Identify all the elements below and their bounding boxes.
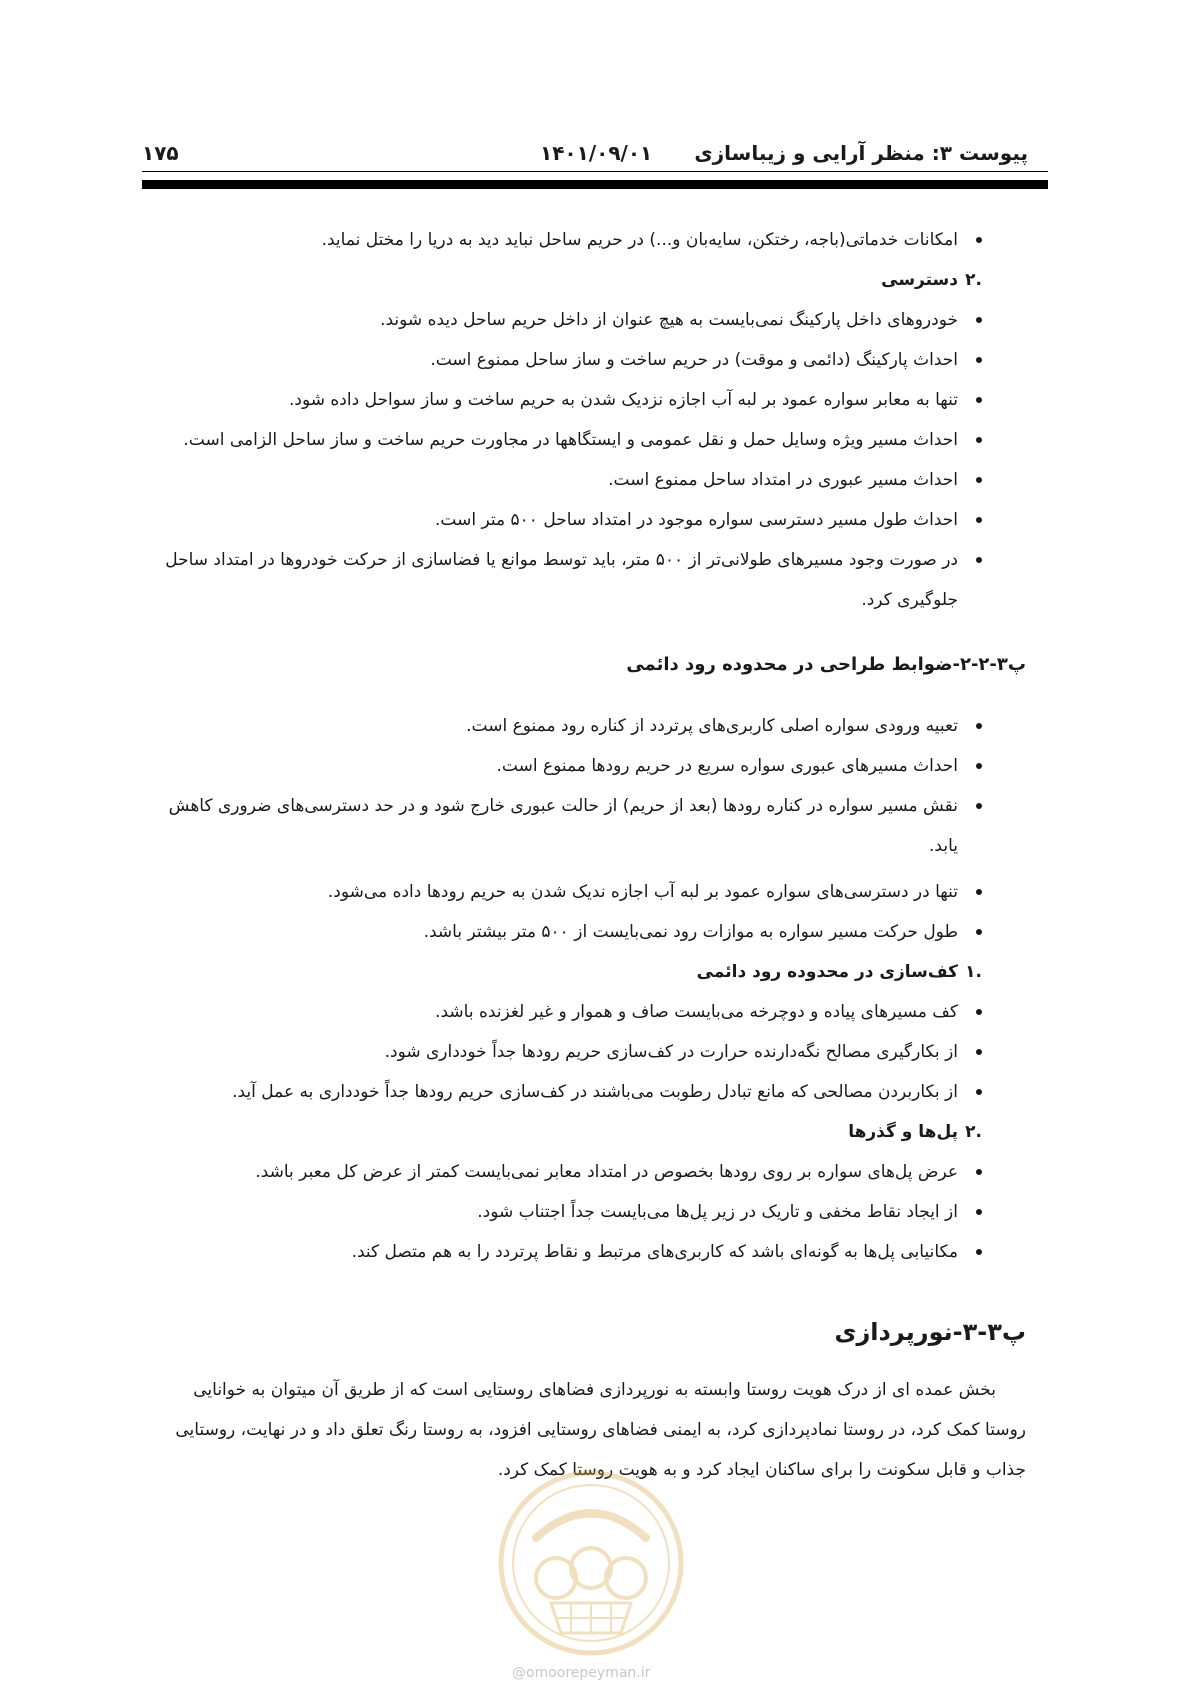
paragraph-line: بخش عمده ای از درک هویت روستا وابسته به نورپردازی فضاهای روستایی است که از طریق آن میتوان به خوانایی — [193, 1380, 996, 1400]
list-item-text: امکانات خدماتی(باجه، رختکن، سایه‌بان و...) در حریم ساحل نباید دید به دریا را مختل نماید. — [321, 230, 958, 250]
list-item-text: از بکارگیری مصالح نگه‌دارنده حرارت در کف‌سازی حریم رودها جداً خودداری شود. — [384, 1042, 958, 1062]
list-item-text: احداث مسیرهای عبوری سواره سریع در حریم رودها ممنوع است. — [496, 756, 958, 776]
bullet-icon — [976, 1169, 982, 1175]
bullet-icon — [976, 397, 982, 403]
subsection-heading: پ۳-۲-۲-ضوابط طراحی در محدوده رود دائمی — [626, 654, 1026, 675]
watermark-seal-logo — [496, 1468, 686, 1658]
list-item-text-continued: یابد. — [929, 836, 958, 856]
list-item-text: خودروهای داخل پارکینگ نمی‌بایست به هیچ عنوان از داخل حریم ساحل دیده شوند. — [380, 310, 958, 330]
numbered-heading-text: کف‌سازی در محدوده رود دائمی — [696, 962, 958, 982]
bullet-icon — [976, 1209, 982, 1215]
list-number: ۲. — [965, 1122, 982, 1142]
bullet-icon — [976, 477, 982, 483]
bullet-icon — [976, 1049, 982, 1055]
list-number: ۲. — [965, 270, 982, 290]
section-heading: پ۳-۳-نورپردازی — [834, 1318, 1026, 1346]
paragraph-line: روستا کمک کرد، در روستا نمادپردازی کرد، به ایمنی فضاهای روستایی افزود، به روستا رنگ تعلق داد و در نهایت، روستایی — [175, 1420, 1026, 1440]
bullet-icon — [976, 517, 982, 523]
bullet-icon — [976, 929, 982, 935]
header-rule-thick — [142, 180, 1048, 189]
bullet-icon — [976, 317, 982, 323]
list-item-text: مکانیابی پل‌ها به گونه‌ای باشد که کاربری‌های مرتبط و نقاط پرتردد را به هم متصل کند. — [351, 1242, 958, 1262]
bullet-icon — [976, 763, 982, 769]
list-item-text: در صورت وجود مسیرهای طولانی‌تر از ۵۰۰ متر، باید توسط موانع یا فضاسازی از حرکت خودروها در امتداد ساحل — [165, 550, 958, 570]
running-header-title: پیوست ۳: منظر آرایی و زیباسازی — [694, 141, 1028, 165]
list-item-text: از بکاربردن مصالحی که مانع تبادل رطوبت می‌باشند در کف‌سازی حریم رودها جداً خودداری به عمل آید. — [232, 1082, 958, 1102]
bullet-icon — [976, 357, 982, 363]
list-item-text: نقش مسیر سواره در کناره رودها (بعد از حریم) از حالت عبوری خارج شود و در حد دسترسی‌های ضروری کاهش — [168, 796, 958, 816]
list-item-text: طول حرکت مسیر سواره به موازات رود نمی‌بایست از ۵۰۰ متر بیشتر باشد. — [423, 922, 958, 942]
paragraph-line: جذاب و قابل سکونت را برای ساکنان ایجاد کرد و به هویت روستا کمک کرد. — [497, 1460, 1026, 1480]
list-item-text: تنها در دسترسی‌های سواره عمود بر لبه آب اجازه ندیک شدن به حریم رودها داده می‌شود. — [327, 882, 958, 902]
bullet-icon — [976, 557, 982, 563]
list-item-text: احداث مسیر ویژه وسایل حمل و نقل عمومی و ایستگاهها در مجاورت حریم ساخت و ساز ساحل الزامی است. — [183, 430, 958, 450]
list-item-text: احداث طول مسیر دسترسی سواره موجود در امتداد ساحل ۵۰۰ متر است. — [435, 510, 958, 530]
bullet-icon — [976, 1009, 982, 1015]
list-item-text: کف مسیرهای پیاده و دوچرخه می‌بایست صاف و هموار و غیر لغزنده باشد. — [435, 1002, 958, 1022]
numbered-heading-text: دسترسی — [881, 270, 958, 290]
watermark-url: @omoorepeyman.ir — [512, 1665, 651, 1681]
bullet-icon — [976, 889, 982, 895]
bullet-icon — [976, 1249, 982, 1255]
header-rule-thin — [142, 171, 1048, 172]
list-item-text: تنها به معابر سواره عمود بر لبه آب اجازه نزدیک شدن به حریم ساخت و ساز سواحل داده شود. — [288, 390, 958, 410]
list-item-text: عرض پل‌های سواره بر روی رودها بخصوص در امتداد معابر نمی‌بایست کمتر از عرض کل معبر باشد. — [255, 1162, 958, 1182]
bullet-icon — [976, 723, 982, 729]
bullet-icon — [976, 1089, 982, 1095]
list-item-text: از ایجاد نقاط مخفی و تاریک در زیر پل‌ها می‌بایست جداً اجتناب شود. — [477, 1202, 958, 1222]
list-item-text-continued: جلوگیری کرد. — [861, 590, 958, 610]
list-item-text: تعبیه ورودی سواره اصلی کاربری‌های پرتردد از کناره رود ممنوع است. — [466, 716, 958, 736]
list-item-text: احداث پارکینگ (دائمی و موقت) در حریم ساخت و ساز ساحل ممنوع است. — [430, 350, 958, 370]
bullet-icon — [976, 437, 982, 443]
numbered-heading-text: پل‌ها و گذرها — [848, 1122, 958, 1142]
list-item-text: احداث مسیر عبوری در امتداد ساحل ممنوع است. — [608, 470, 958, 490]
bullet-icon — [976, 803, 982, 809]
list-number: ۱. — [965, 962, 982, 982]
page-number: ۱۷۵ — [142, 141, 179, 165]
bullet-icon — [976, 237, 982, 243]
running-header-date: ۱۴۰۱/۰۹/۰۱ — [540, 141, 653, 165]
